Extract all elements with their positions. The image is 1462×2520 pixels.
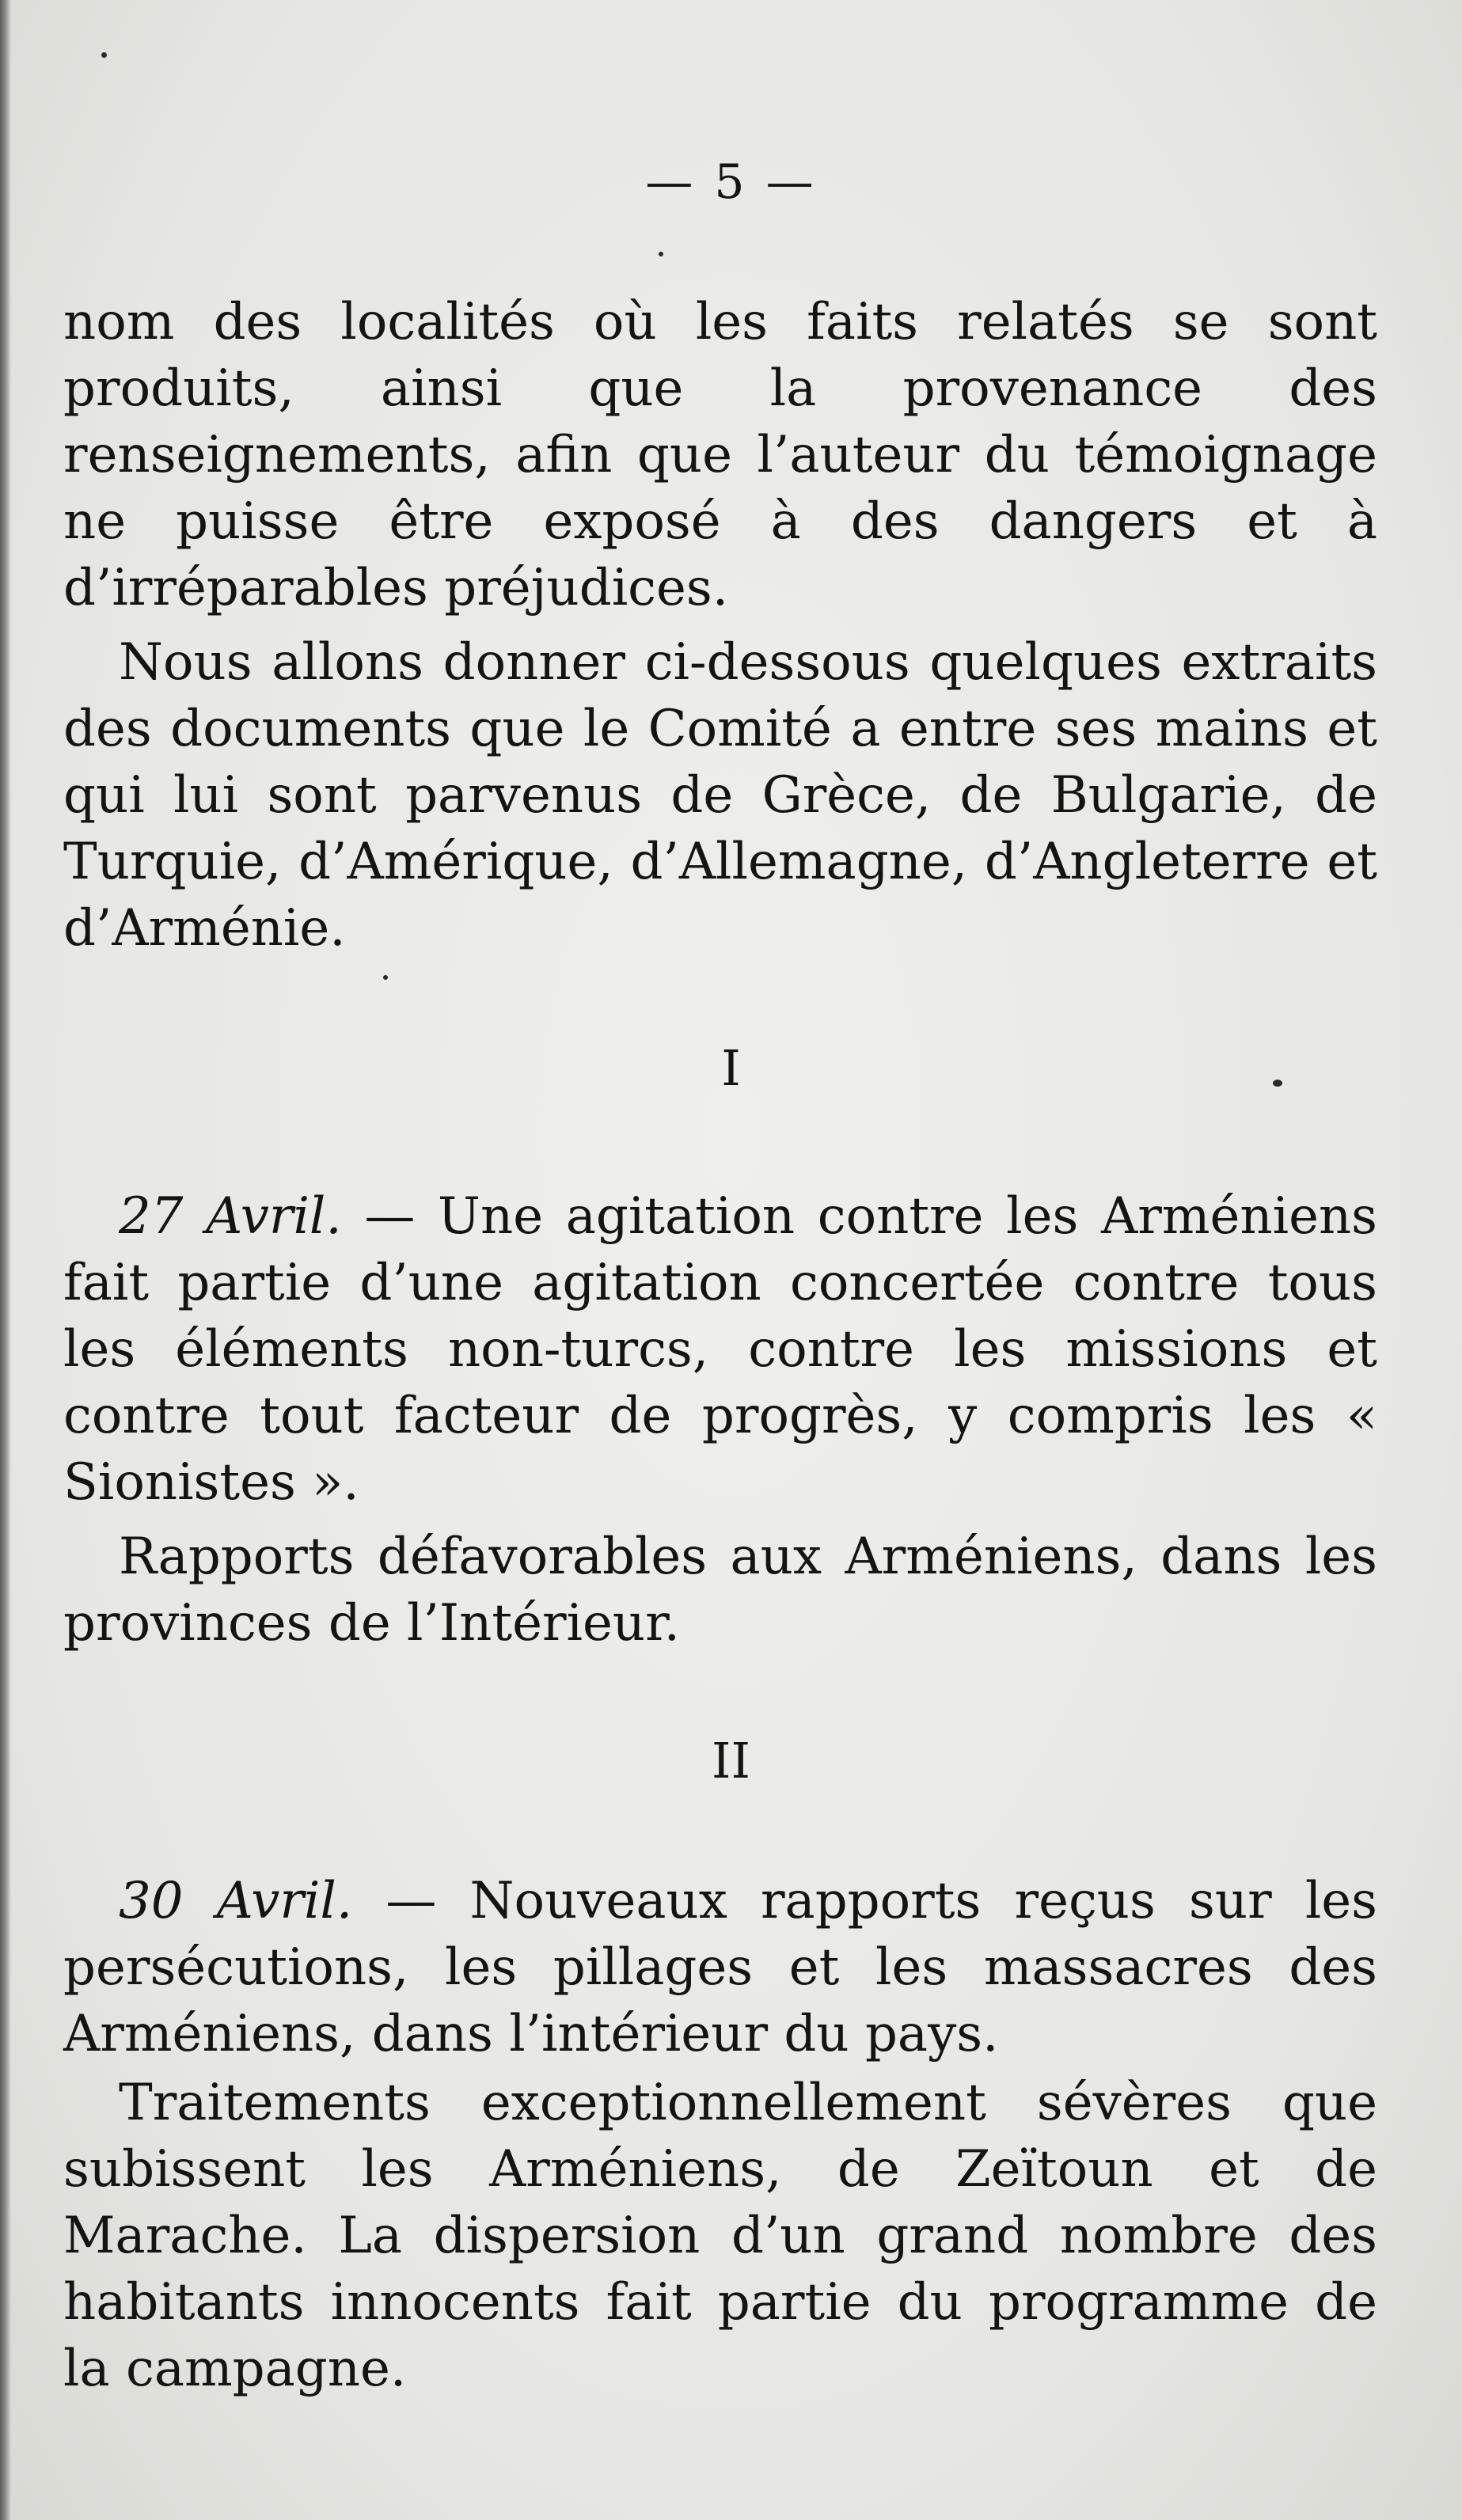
section-1-paragraph: Rapports défavorables aux Arméniens, dans les provinces de l’Intérieur.	[63, 1528, 1377, 1653]
section-1-entry	[63, 1183, 1377, 1516]
section-numeral-1: I	[721, 1039, 741, 1097]
section-1-entry-text: — Une agitation contre les Arméniens fait partie d’une agitation concertée contre tous les éléments non-turcs, contre les missions et contre tout facteur de progrès, y compris les « Sionistes ».	[63, 1187, 1378, 1512]
section-2-entry-text: — Nouveaux rapports reçus sur les persécutions, les pillages et les massacres des Arméniens, dans l’intérieur du pays.	[63, 1872, 1378, 2063]
scan-speck	[659, 252, 663, 256]
page-number: — 5 —	[645, 154, 817, 210]
section-numeral-2: II	[712, 1732, 750, 1789]
scan-speck	[101, 52, 107, 58]
section-1-date: 27 Avril.	[119, 1187, 342, 1246]
section-2-entry	[63, 1868, 1377, 2067]
section-2-date: 30 Avril.	[119, 1872, 353, 1930]
scan-speck	[383, 975, 388, 980]
paragraph-intro: Nous allons donner ci-dessous quelques extraits des documents que le Comité a entre ses mains et qui lui sont parvenus de Grèce, de Bulgarie, de Turquie, d’Amérique, d’Allemagne, d’Angleterre et d’Arménie.	[63, 633, 1377, 958]
paragraph-continuation: nom des localités où les faits relatés se sont produits, ainsi que la provenance des renseignements, afin que l’auteur du témoignage ne puisse être exposé à des dangers et à d’irréparables préjudices.	[63, 293, 1377, 617]
section-2-paragraph: Traitements exceptionnellement sévères que subissent les Arméniens, de Zeïtoun et de Marache. La dispersion d’un grand nombre des habitants innocents fait partie du programme de la campagne.	[63, 2074, 1377, 2398]
page-binding-edge	[0, 0, 11, 2520]
